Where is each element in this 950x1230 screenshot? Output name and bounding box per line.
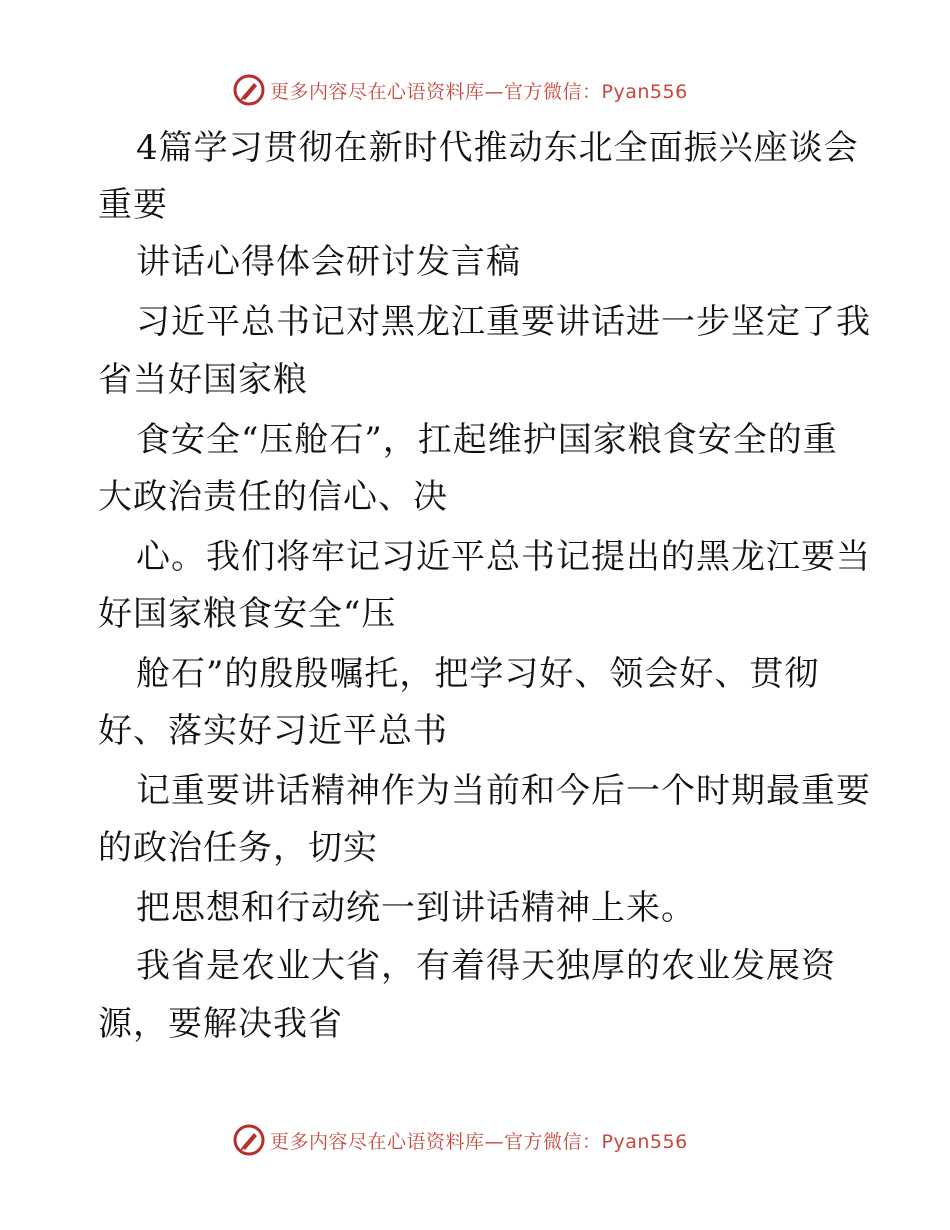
- text-line: 的政治任务，切实: [98, 828, 378, 868]
- text-line: 大政治责任的信心、决: [98, 477, 448, 517]
- text-line: 好国家粮食安全“压: [98, 594, 397, 634]
- text-line: 舱石”的殷殷嘱托，把学习好、领会好、贯彻: [136, 654, 820, 694]
- header-watermark-text: 更多内容尽在心语资料库—官方微信：Pyan556: [270, 80, 688, 103]
- header-watermark: [232, 72, 752, 108]
- text-line: 好、落实好习近平总书: [98, 711, 448, 751]
- text-line: 重要: [98, 185, 168, 225]
- footer-watermark: [232, 1122, 752, 1158]
- text-line: 把思想和行动统一到讲话精神上来。: [136, 888, 696, 928]
- pen-seal-icon: [232, 1123, 266, 1157]
- footer-watermark-text: 更多内容尽在心语资料库—官方微信：Pyan556: [270, 1130, 688, 1153]
- text-line: 记重要讲话精神作为当前和今后一个时期最重要: [136, 771, 871, 811]
- text-line: 食安全“压舱石”，扛起维护国家粮食安全的重: [136, 420, 838, 460]
- text-line: 4篇学习贯彻在新时代推动东北全面振兴座谈会: [136, 128, 859, 168]
- text-line: 心。我们将牢记习近平总书记提出的黑龙江要当: [136, 537, 871, 577]
- text-line: 我省是农业大省，有着得天独厚的农业发展资: [136, 946, 836, 986]
- pen-seal-icon: [232, 73, 266, 107]
- text-line: 讲话心得体会研讨发言稿: [136, 242, 521, 282]
- text-line: 习近平总书记对黑龙江重要讲话进一步坚定了我: [136, 302, 871, 342]
- text-line: 省当好国家粮: [98, 360, 308, 400]
- text-line: 源，要解决我省: [98, 1004, 343, 1044]
